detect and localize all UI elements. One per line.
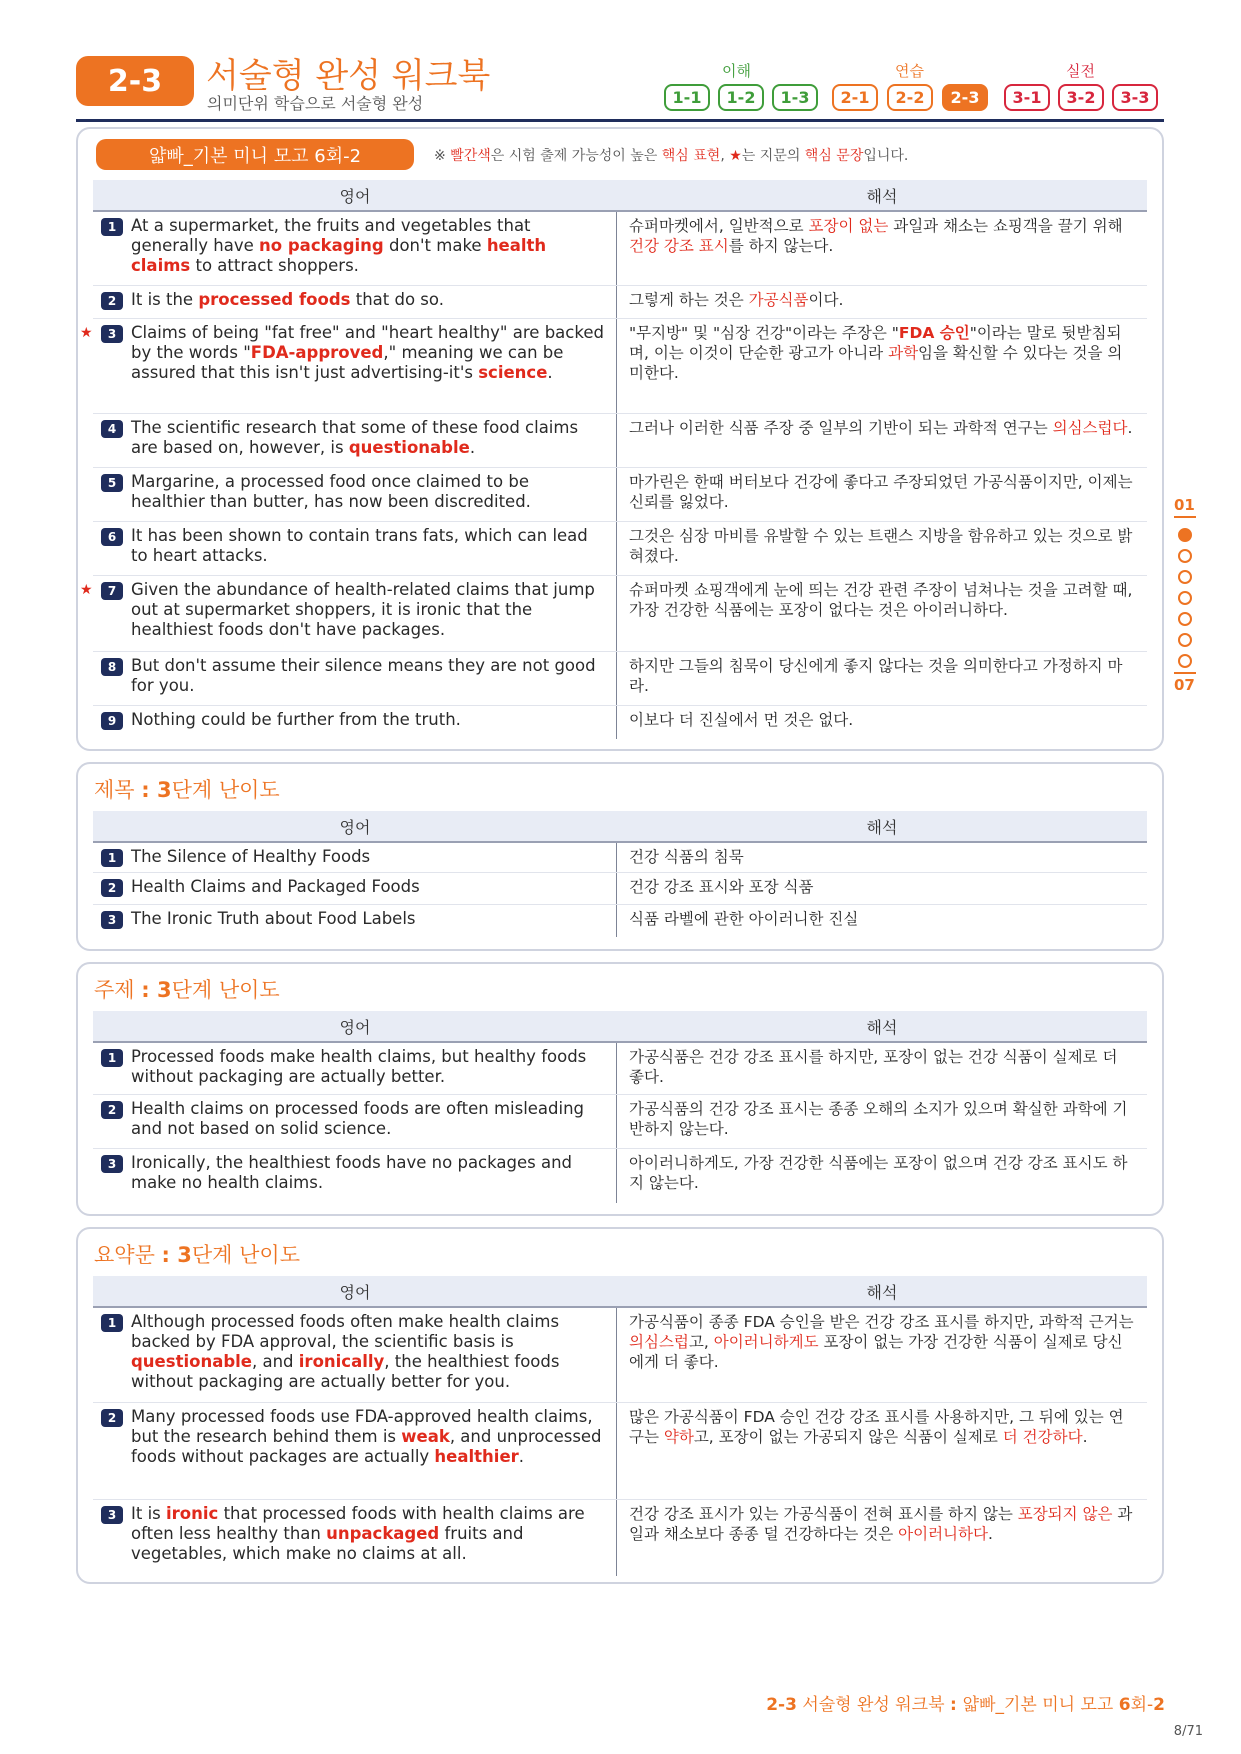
korean-cell: 가공식품은 건강 강조 표시를 하지만, 포장이 없는 건강 식품이 실제로 더 좋다. <box>629 1048 1118 1086</box>
sentence-row <box>80 576 1147 652</box>
topic-option-row <box>93 1149 1147 1203</box>
table-header <box>93 1011 1147 1041</box>
nav-btn-3-1[interactable]: 3-1 <box>1004 84 1050 111</box>
title-section <box>76 762 1164 951</box>
english-cell: 1 Processed foods make health claims, but healthy foods without packaging are actually better. <box>93 1043 617 1094</box>
side-nav-divider <box>1174 516 1196 518</box>
topic-table <box>93 1011 1147 1203</box>
title-option-row <box>93 841 1147 873</box>
korean-cell: 가공식품이 종종 FDA 승인을 받은 건강 강조 표시를 하지만, 과학적 근거는 의심스럽고, 아이러니하게도 포장이 없는 가장 건강한 식품이 실제로 당신에게 더 좋다. <box>629 1313 1134 1371</box>
korean-cell: 아이러니하게도, 가장 건강한 식품에는 포장이 없으며 건강 강조 표시도 하지 않는다. <box>629 1154 1128 1192</box>
passage-section <box>76 127 1164 751</box>
progress-dot[interactable] <box>1178 549 1192 563</box>
passage-table <box>80 180 1147 739</box>
progress-dot[interactable] <box>1178 570 1192 584</box>
korean-cell: 건강 강조 표시가 있는 가공식품이 전혀 표시를 하지 않는 포장되지 않은 과일과 채소보다 종종 덜 건강하다는 것은 아이러니하다. <box>629 1505 1133 1543</box>
english-cell: 3 The Ironic Truth about Food Labels <box>93 905 617 937</box>
side-nav-divider <box>1174 672 1196 674</box>
option-number: 2 <box>101 1101 123 1119</box>
english-cell: 3 Ironically, the healthiest foods have no packages and make no health claims. <box>93 1149 617 1203</box>
english-cell: ★ 3 Claims of being "fat free" and "heart healthy" are backed by the words "FDA-approved," meaning we can be assured that this isn't just advertising-it's science. <box>93 319 617 413</box>
nav-btn-1-3[interactable]: 1-3 <box>772 84 818 111</box>
sentence-row <box>93 286 1147 319</box>
english-cell: 5 Margarine, a processed food once claimed to be healthier than butter, has now been discredited. <box>93 468 617 521</box>
sentence-number: 6 <box>101 528 123 546</box>
english-cell: 2 It is the processed foods that do so. <box>93 286 617 318</box>
sentence-number: 3 <box>101 325 123 343</box>
header-english: 영어 <box>339 186 371 206</box>
korean-cell: 그것은 심장 마비를 유발할 수 있는 트랜스 지방을 함유하고 있는 것으로 밝혀졌다. <box>629 527 1133 565</box>
english-cell: 1 The Silence of Healthy Foods <box>93 843 617 872</box>
sentence-row <box>93 652 1147 706</box>
legend-note: ※ 빨간색은 시험 출제 가능성이 높은 핵심 표현, ★는 지문의 핵심 문장입니다. <box>434 148 909 164</box>
korean-cell: 많은 가공식품이 FDA 승인 건강 강조 표시를 사용하지만, 그 뒤에 있는 연구는 약하고, 포장이 없는 가공되지 않은 식품이 실제로 더 건강하다. <box>629 1408 1124 1446</box>
summary-option-row <box>93 1306 1147 1403</box>
topic-section <box>76 962 1164 1216</box>
section-title: 제목 : 3단계 난이도 <box>94 778 280 802</box>
korean-cell: 그러나 이러한 식품 주장 중 일부의 기반이 되는 과학적 연구는 의심스럽다. <box>629 419 1133 437</box>
progress-dot[interactable] <box>1178 633 1192 647</box>
korean-cell: 건강 식품의 침묵 <box>629 848 744 866</box>
english-cell: 8 But don't assume their silence means they are not good for you. <box>93 652 617 705</box>
summary-section <box>76 1227 1164 1584</box>
header-english: 영어 <box>339 1282 371 1302</box>
title-table <box>93 811 1147 937</box>
option-number: 3 <box>101 911 123 929</box>
page-title: 서술형 완성 워크북 <box>206 56 491 96</box>
korean-cell: 슈퍼마켓에서, 일반적으로 포장이 없는 과일과 채소는 쇼핑객을 끌기 위해 건강 강조 표시를 하지 않는다. <box>629 217 1123 255</box>
english-cell: 2 Health claims on processed foods are often misleading and not based on solid science. <box>93 1095 617 1148</box>
english-cell: 1 At a supermarket, the fruits and vegetables that generally have no packaging don't make health claims to attract shoppers. <box>93 212 617 285</box>
option-number: 2 <box>101 879 123 897</box>
header-divider <box>76 119 1164 122</box>
korean-cell: 슈퍼마켓 쇼핑객에게 눈에 띄는 건강 관련 주장이 넘쳐나는 것을 고려할 때, 가장 건강한 식품에는 포장이 없다는 것은 아이러니하다. <box>629 581 1133 619</box>
title-option-row <box>93 905 1147 937</box>
page-number: 8/71 <box>1173 1724 1203 1739</box>
option-number: 1 <box>101 849 123 867</box>
korean-cell: 그렇게 하는 것은 가공식품이다. <box>629 291 844 309</box>
nav-btn-1-2[interactable]: 1-2 <box>718 84 764 111</box>
header-korean: 해석 <box>866 1017 898 1037</box>
nav-btn-3-3[interactable]: 3-3 <box>1112 84 1158 111</box>
sentence-number: 2 <box>101 292 123 310</box>
side-nav-end: 07 <box>1174 676 1195 694</box>
summary-option-row <box>93 1403 1147 1500</box>
sentence-row <box>93 210 1147 286</box>
key-sentence-star-icon: ★ <box>80 582 93 598</box>
group-label-understand: 이해 <box>722 62 751 80</box>
progress-dot[interactable] <box>1178 612 1192 626</box>
korean-cell: 건강 강조 표시와 포장 식품 <box>629 878 814 896</box>
option-number: 3 <box>101 1506 123 1524</box>
footer-caption: 2-3 서술형 완성 워크북 : 얇빠_기본 미니 모고 6회-2 <box>766 1695 1165 1715</box>
section-title: 요약문 : 3단계 난이도 <box>94 1243 300 1267</box>
english-cell: 2 Health Claims and Packaged Foods <box>93 873 617 904</box>
option-number: 3 <box>101 1155 123 1173</box>
sentence-number: 8 <box>101 658 123 676</box>
korean-cell: 식품 라벨에 관한 아이러니한 진실 <box>629 910 859 928</box>
page-subtitle: 의미단위 학습으로 서술형 완성 <box>207 94 424 113</box>
nav-btn-2-3[interactable]: 2-3 <box>942 84 988 111</box>
header-english: 영어 <box>339 817 371 837</box>
title-option-row <box>93 873 1147 905</box>
sentence-row <box>93 468 1147 522</box>
sentence-number: 5 <box>101 474 123 492</box>
option-number: 1 <box>101 1314 123 1332</box>
english-cell: 6 It has been shown to contain trans fats, which can lead to heart attacks. <box>93 522 617 575</box>
option-number: 1 <box>101 1049 123 1067</box>
korean-cell: 가공식품의 건강 강조 표시는 종종 오해의 소지가 있으며 확실한 과학에 기반하지 않는다. <box>629 1100 1128 1138</box>
header-korean: 해석 <box>866 186 898 206</box>
sentence-number: 1 <box>101 218 123 236</box>
table-header <box>93 811 1147 841</box>
korean-cell: 이보다 더 진실에서 먼 것은 없다. <box>629 711 854 729</box>
sentence-row <box>93 414 1147 468</box>
english-cell: 4 The scientific research that some of these food claims are based on, however, is questionable. <box>93 414 617 467</box>
key-sentence-star-icon: ★ <box>80 325 93 341</box>
sentence-row <box>93 706 1147 739</box>
summary-option-row <box>93 1500 1147 1576</box>
progress-dot[interactable] <box>1178 591 1192 605</box>
group-label-real: 실전 <box>1066 62 1095 80</box>
header-english: 영어 <box>339 1017 371 1037</box>
header-korean: 해석 <box>866 817 898 837</box>
nav-btn-2-2[interactable]: 2-2 <box>887 84 933 111</box>
sentence-row <box>93 522 1147 576</box>
korean-cell: "무지방" 및 "심장 건강"이라는 주장은 "FDA 승인"이라는 말로 뒷받침되며, 이는 이것이 단순한 광고가 아니라 과학임을 확신할 수 있다는 것을 의미한다. <box>629 324 1123 382</box>
english-cell: 1 Although processed foods often make health claims backed by FDA approval, the scientific basis is questionable, and ironically, the healthiest foods without packaging are actually better for you. <box>93 1308 617 1402</box>
side-nav-start: 01 <box>1174 496 1195 514</box>
option-number: 2 <box>101 1409 123 1427</box>
table-header <box>93 1276 1147 1306</box>
section-title: 주제 : 3단계 난이도 <box>94 978 280 1002</box>
progress-dot[interactable] <box>1178 654 1192 668</box>
korean-cell: 마가린은 한때 버터보다 건강에 좋다고 주장되었던 가공식품이지만, 이제는 신뢰를 잃었다. <box>629 473 1133 511</box>
nav-btn-2-1[interactable]: 2-1 <box>832 84 878 111</box>
topic-option-row <box>93 1095 1147 1149</box>
english-cell: 9 Nothing could be further from the truth. <box>93 706 617 739</box>
nav-btn-3-2[interactable]: 3-2 <box>1058 84 1104 111</box>
english-cell: ★ 7 Given the abundance of health-related claims that jump out at supermarket shoppers, it is ironic that the healthiest foods don't have packages. <box>93 576 617 651</box>
group-label-practice: 연습 <box>895 62 924 80</box>
korean-cell: 하지만 그들의 침묵이 당신에게 좋지 않다는 것을 의미한다고 가정하지 마라. <box>629 657 1123 695</box>
english-cell: 2 Many processed foods use FDA-approved health claims, but the research behind them is weak, and unprocessed foods without packages are actually healthier. <box>93 1403 617 1499</box>
english-cell: 3 It is ironic that processed foods with health claims are often less healthy than unpackaged fruits and vegetables, which make no claims at all. <box>93 1500 617 1576</box>
nav-btn-1-1[interactable]: 1-1 <box>664 84 710 111</box>
sentence-row <box>80 319 1147 414</box>
sentence-number: 9 <box>101 712 123 730</box>
progress-dot-active[interactable] <box>1178 528 1192 542</box>
header-korean: 해석 <box>866 1282 898 1302</box>
table-header <box>93 180 1147 210</box>
unit-badge: 2-3 <box>76 56 194 106</box>
sentence-number: 7 <box>101 582 123 600</box>
sentence-number: 4 <box>101 420 123 438</box>
test-pill: 얇빠_기본 미니 모고 6회-2 <box>96 139 414 170</box>
topic-option-row <box>93 1041 1147 1095</box>
summary-table <box>93 1276 1147 1576</box>
